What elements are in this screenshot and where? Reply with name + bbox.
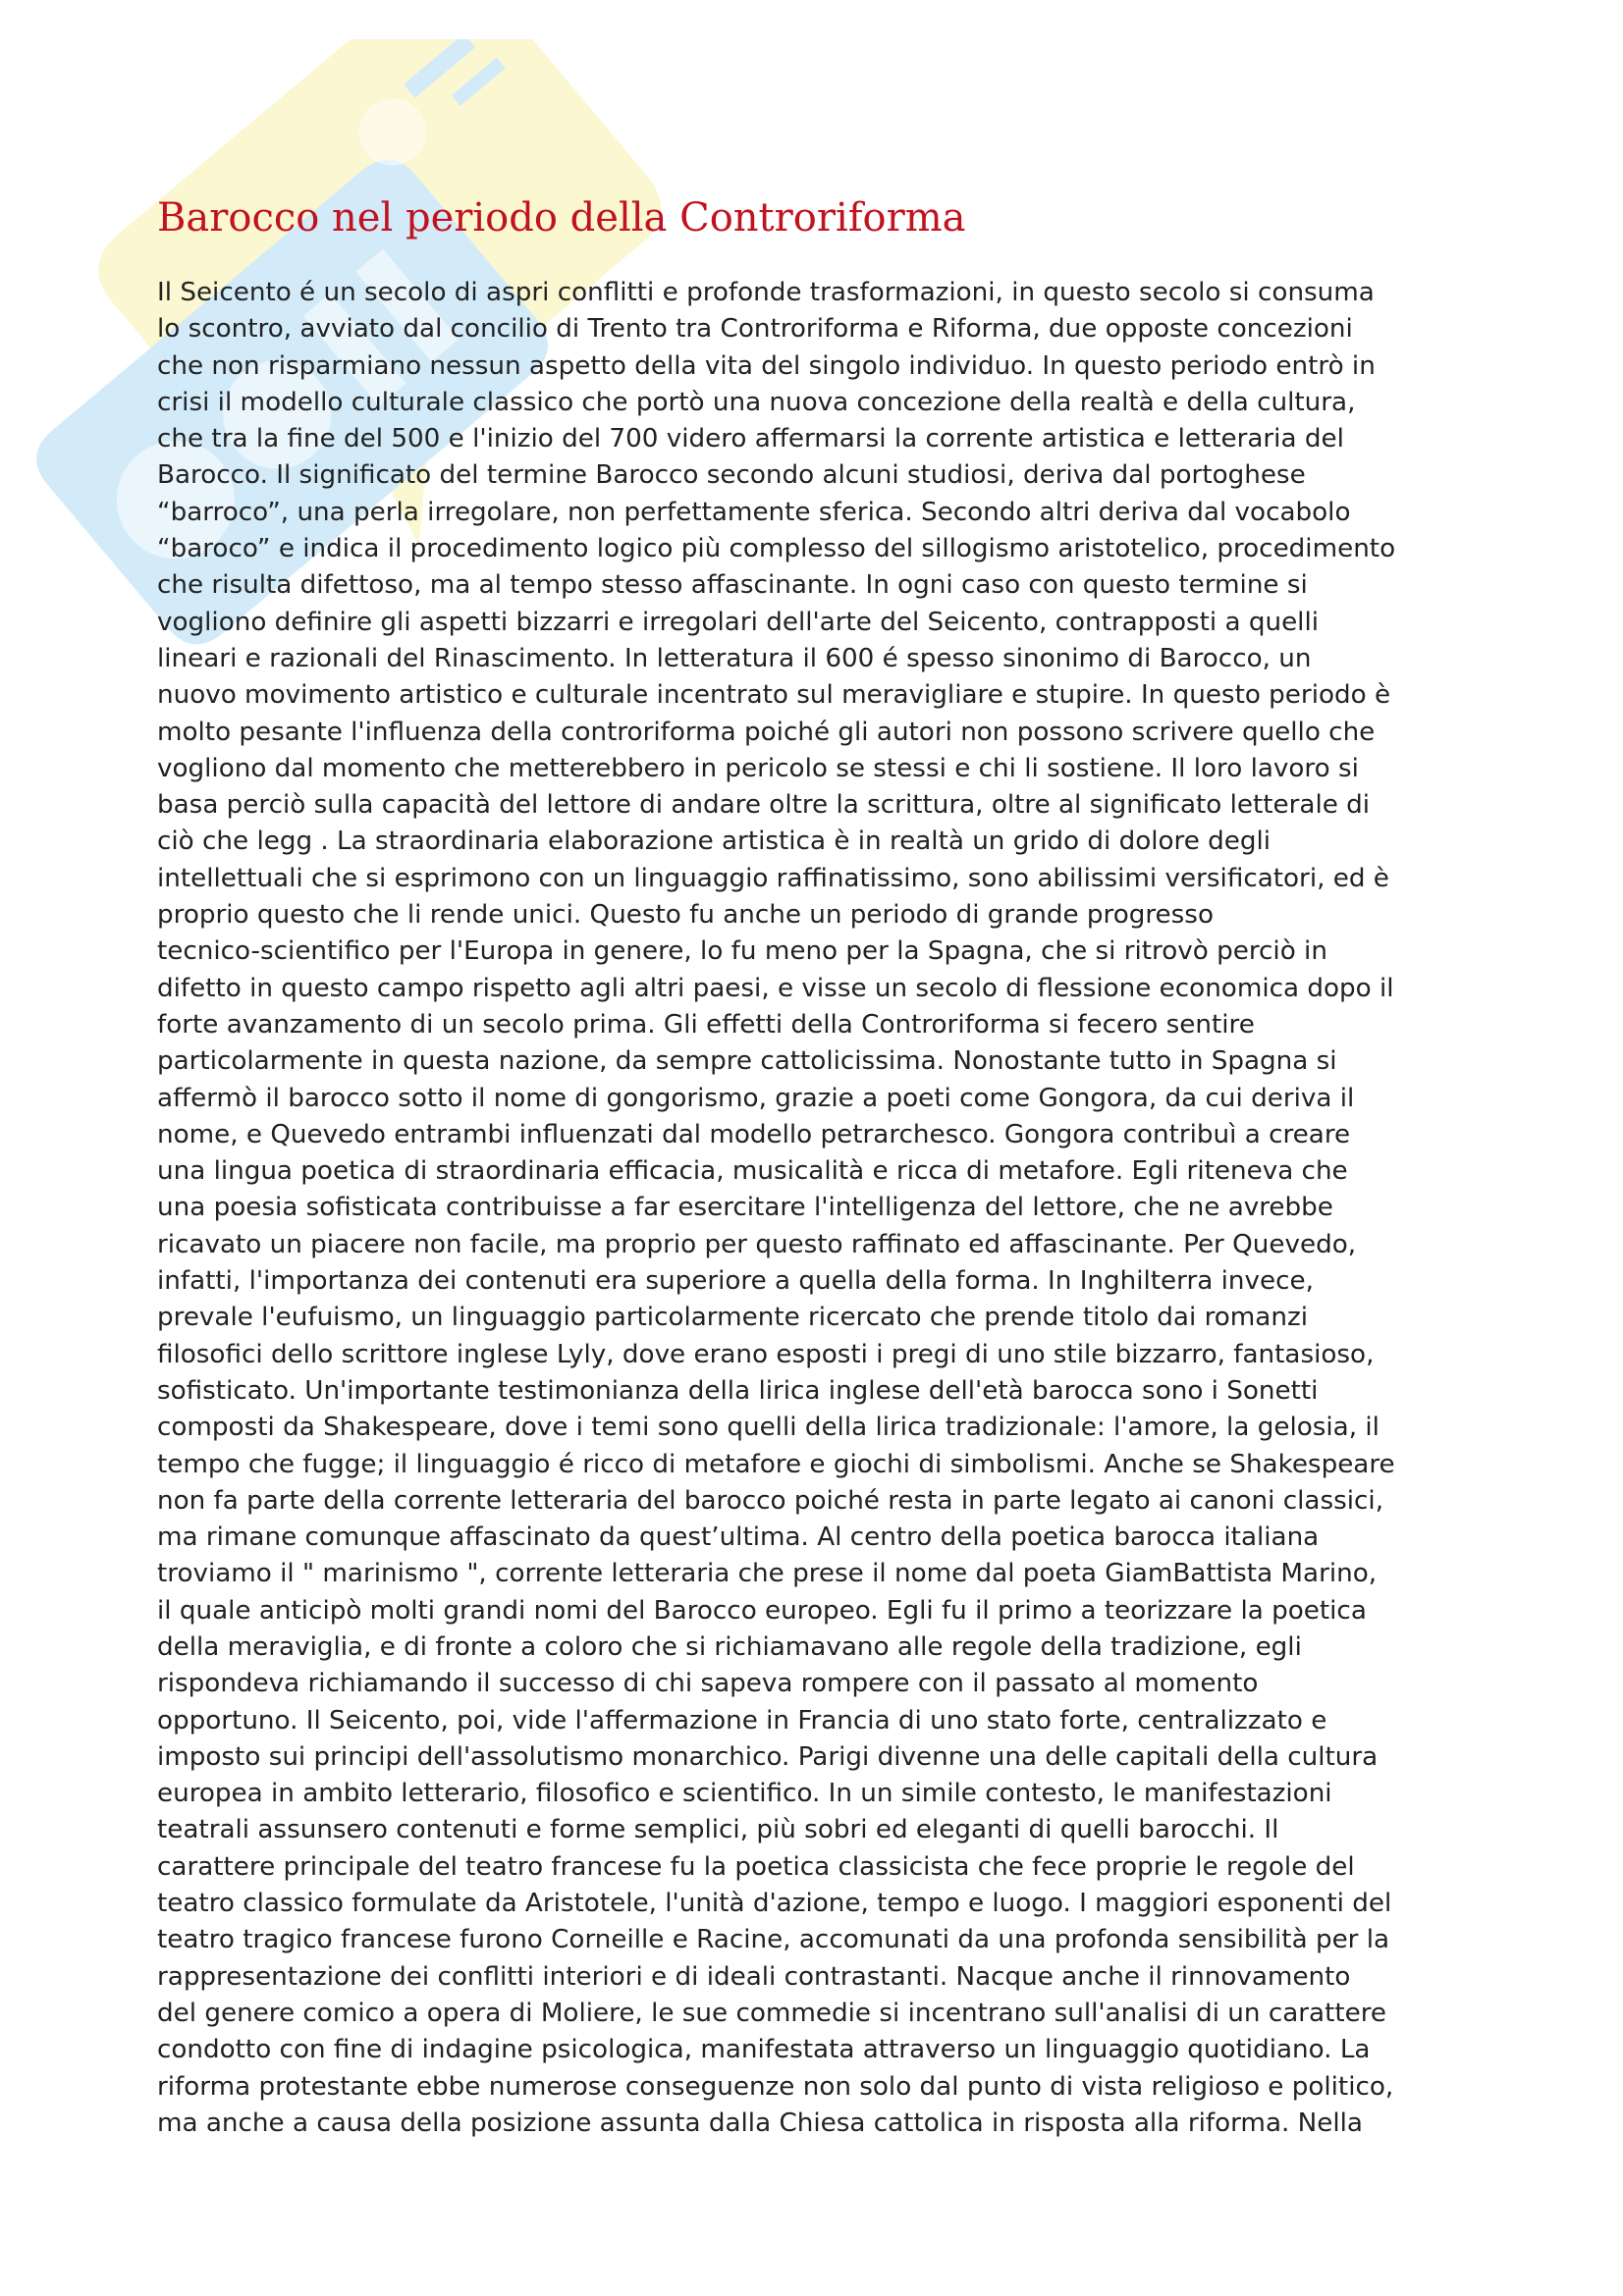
body-line: non fa parte della corrente letteraria del barocco poiché resta in parte legato ai canoni classici, — [157, 1485, 1384, 1516]
body-line: infatti, l'importanza dei contenuti era superiore a quella della forma. In Inghilterra invece, — [157, 1266, 1314, 1297]
body-line: della meraviglia, e di fronte a coloro che si richiamavano alle regole della tradizione, egli — [157, 1631, 1302, 1662]
body-line: che non risparmiano nessun aspetto della vita del singolo individuo. In questo periodo entrò in — [157, 350, 1376, 381]
document-body — [157, 275, 1492, 2142]
body-line: Il Seicento é un secolo di aspri conflitti e profonde trasformazioni, in questo secolo si consuma — [157, 278, 1375, 307]
body-line: teatrali assunsero contenuti e forme semplici, più sobri ed eleganti di quelli barocchi. Il — [157, 1815, 1279, 1845]
body-line: troviamo il " marinismo ", corrente letteraria che prese il nome dal poeta GiamBattista Marino, — [157, 1559, 1378, 1589]
body-line: Barocco. Il significato del termine Barocco secondo alcuni studiosi, deriva dal portoghese — [157, 460, 1306, 491]
body-line: vogliono dal momento che metterebbero in pericolo se stessi e chi li sostiene. Il loro lavoro si — [157, 753, 1359, 783]
body-line: ma rimane comunque affascinato da quest’ultima. Al centro della poetica barocca italiana — [157, 1522, 1320, 1553]
body-line: difetto in questo campo rispetto agli altri paesi, e visse un secolo di flessione economica dopo il — [157, 973, 1394, 1003]
body-line: “barroco”, una perla irregolare, non perfettamente sferica. Secondo altri deriva dal vocabolo — [157, 497, 1351, 527]
body-line: rispondeva richiamando il successo di chi sapeva rompere con il passato al momento — [157, 1669, 1259, 1699]
body-line: del genere comico a opera di Moliere, le sue commedie si incentrano sull'analisi di un carattere — [157, 1998, 1387, 2028]
body-line: crisi il modello culturale classico che portò una nuova concezione della realtà e della cultura, — [157, 387, 1356, 417]
body-line: riforma protestante ebbe numerose conseguenze non solo dal punto di vista religioso e politico, — [157, 2071, 1394, 2102]
body-line: rappresentazione dei conflitti interiori e di ideali contrastanti. Nacque anche il rinnovamento — [157, 1961, 1351, 1992]
body-line: opportuno. Il Seicento, poi, vide l'affermazione in Francia di uno stato forte, centralizzato e — [157, 1705, 1327, 1735]
body-line: imposto sui principi dell'assolutismo monarchico. Parigi divenne una delle capitali della cultura — [157, 1741, 1379, 1772]
body-line: ma anche a causa della posizione assunta dalla Chiesa cattolica in risposta alla riforma. Nella — [157, 2108, 1363, 2138]
body-line: europea in ambito letterario, filosofico e scientifico. In un simile contesto, le manifestazioni — [157, 1779, 1332, 1809]
body-line: basa perciò sulla capacità del lettore di andare oltre la scrittura, oltre al significato letterale di — [157, 790, 1371, 821]
body-line: condotto con fine di indagine psicologica, manifestata attraverso un linguaggio quotidiano. La — [157, 2035, 1371, 2065]
body-line: nome, e Quevedo entrambi influenzati dal modello petrarchesco. Gongora contribuì a creare — [157, 1119, 1351, 1149]
body-line: teatro classico formulate da Aristotele, l'unità d'azione, tempo e luogo. I maggiori esponenti del — [157, 1889, 1392, 1919]
body-line: sofisticato. Un'importante testimonianza della lirica inglese dell'età barocca sono i Sonetti — [157, 1375, 1319, 1406]
body-line: tempo che fugge; il linguaggio é ricco di metafore e giochi di simbolismi. Anche se Shakespeare — [157, 1449, 1395, 1479]
body-line: molto pesante l'influenza della controriforma poiché gli autori non possono scrivere quello che — [157, 717, 1376, 747]
body-line: prevale l'eufuismo, un linguaggio particolarmente ricercato che prende titolo dai romanzi — [157, 1303, 1308, 1333]
body-line: che risulta difettoso, ma al tempo stesso affascinante. In ogni caso con questo termine si — [157, 570, 1308, 601]
document-title: Barocco nel periodo della Controriforma — [157, 195, 966, 240]
body-line: ciò che legg . La straordinaria elaborazione artistica è in realtà un grido di dolore degli — [157, 827, 1271, 857]
body-line: una lingua poetica di straordinaria efficacia, musicalità e ricca di metafore. Egli riteneva che — [157, 1156, 1348, 1187]
body-line: “baroco” e indica il procedimento logico più complesso del sillogismo aristotelico, procedimento — [157, 534, 1396, 564]
body-line: forte avanzamento di un secolo prima. Gli effetti della Controriforma si fecero sentire — [157, 1009, 1255, 1040]
body-line: composti da Shakespeare, dove i temi sono quelli della lirica tradizionale: l'amore, la gelosia, il — [157, 1413, 1380, 1443]
body-line: lineari e razionali del Rinascimento. In letteratura il 600 é spesso sinonimo di Barocco, un — [157, 643, 1312, 673]
body-line: proprio questo che li rende unici. Questo fu anche un periodo di grande progresso — [157, 900, 1214, 931]
body-line: una poesia sofisticata contribuisse a far esercitare l'intelligenza del lettore, che ne avrebbe — [157, 1193, 1333, 1223]
body-line: che tra la fine del 500 e l'inizio del 700 videro affermarsi la corrente artistica e letteraria del — [157, 424, 1344, 454]
body-line: affermò il barocco sotto il nome di gongorismo, grazie a poeti come Gongora, da cui deriva il — [157, 1083, 1355, 1113]
body-line: tecnico-scientifico per l'Europa in genere, lo fu meno per la Spagna, che si ritrovò perciò in — [157, 936, 1327, 967]
body-line: filosofici dello scrittore inglese Lyly, dove erano esposti i pregi di uno stile bizzarro, fantasioso, — [157, 1339, 1375, 1369]
body-line: il quale anticipò molti grandi nomi del Barocco europeo. Egli fu il primo a teorizzare la poetica — [157, 1595, 1367, 1626]
body-line: teatro tragico francese furono Corneille e Racine, accomunati da una profonda sensibilità per la — [157, 1925, 1390, 1955]
body-line: carattere principale del teatro francese fu la poetica classicista che fece proprie le regole del — [157, 1851, 1355, 1882]
body-line: ricavato un piacere non facile, ma proprio per questo raffinato ed affascinante. Per Quevedo, — [157, 1229, 1357, 1259]
body-line: intellettuali che si esprimono con un linguaggio raffinatissimo, sono abilissimi versificatori, ed è — [157, 863, 1389, 893]
body-line: particolarmente in questa nazione, da sempre cattolicissima. Nonostante tutto in Spagna si — [157, 1046, 1337, 1077]
body-line: nuovo movimento artistico e culturale incentrato sul meravigliare e stupire. In questo periodo è — [157, 680, 1391, 711]
body-line: vogliono definire gli aspetti bizzarri e irregolari dell'arte del Seicento, contrapposti a quelli — [157, 607, 1320, 637]
body-line: lo scontro, avviato dal concilio di Trento tra Controriforma e Riforma, due opposte concezioni — [157, 314, 1353, 345]
